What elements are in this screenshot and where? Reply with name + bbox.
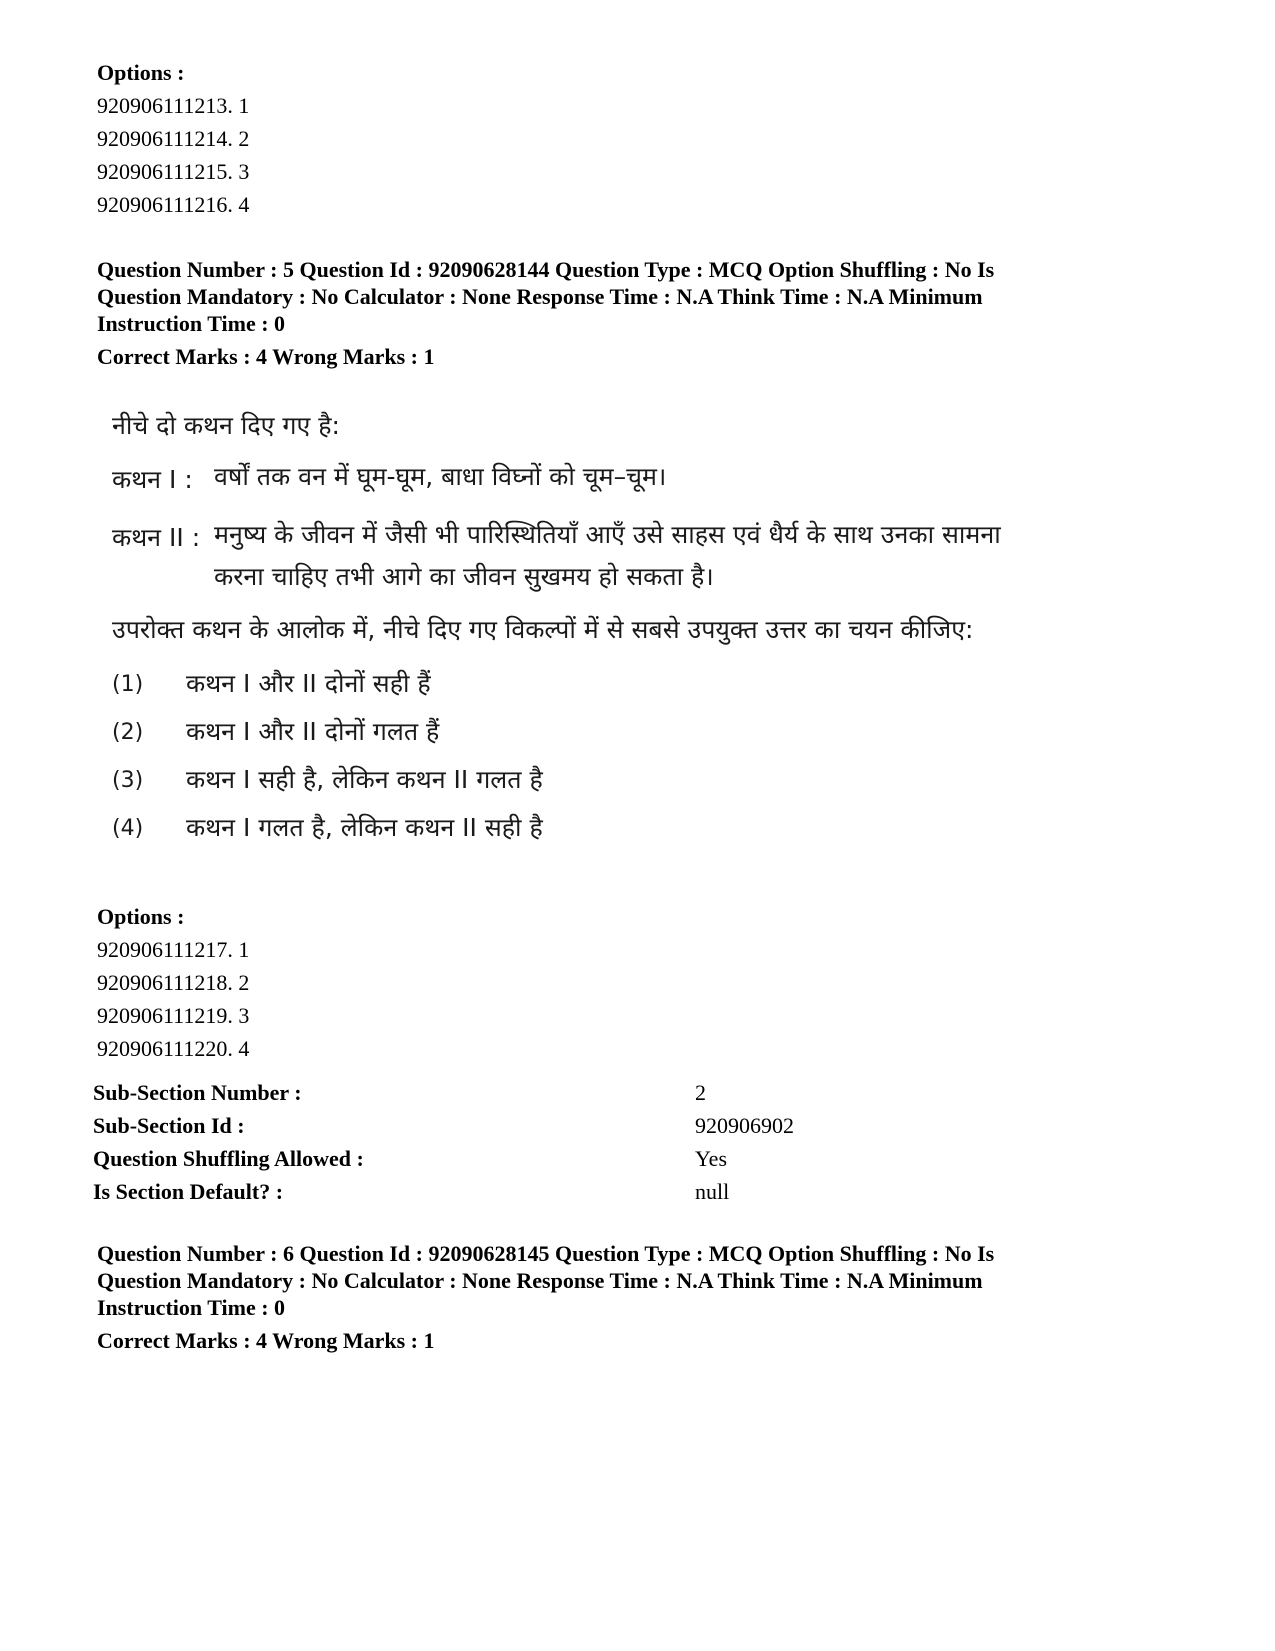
options-heading: Options : <box>97 60 185 85</box>
question-meta-line: Instruction Time : 0 <box>97 311 286 336</box>
subsection-key: Is Section Default? : <box>93 1179 284 1204</box>
question-meta-line: Question Mandatory : No Calculator : None Response Time : N.A Think Time : N.A Minimum <box>97 1268 983 1293</box>
option-item: 920906111216. 4 <box>97 192 250 217</box>
subsection-key: Question Shuffling Allowed : <box>93 1146 364 1171</box>
question-marks: Correct Marks : 4 Wrong Marks : 1 <box>97 1328 435 1353</box>
statement-2-text <box>214 514 1001 598</box>
question-meta-line: Question Number : 6 Question Id : 92090628145 Question Type : MCQ Option Shuffling : No Is <box>97 1241 995 1266</box>
question-marks: Correct Marks : 4 Wrong Marks : 1 <box>97 344 435 369</box>
subsection-value: null <box>695 1179 730 1204</box>
question-5-header <box>97 256 1147 370</box>
option-item: 920906111219. 3 <box>97 1003 250 1028</box>
subsection-value: 920906902 <box>695 1113 794 1138</box>
statement-2-label: कथन II : <box>112 523 201 552</box>
subsection-value: 2 <box>695 1080 706 1105</box>
statement-2-line: करना चाहिए तभी आगे का जीवन सुखमय हो सकता है। <box>214 562 714 591</box>
choice-text: कथन I और II दोनों गलत हैं <box>186 717 440 746</box>
choice-number: (4) <box>112 816 144 841</box>
option-item: 920906111220. 4 <box>97 1036 250 1061</box>
subsection-key: Sub-Section Id : <box>93 1113 245 1138</box>
question-5-options <box>97 900 249 1065</box>
statement-2-line: मनुष्य के जीवन में जैसी भी पारिस्थितियाँ आएँ उसे साहस एवं धैर्य के साथ उनका सामना <box>214 520 1001 549</box>
question-meta-line: Instruction Time : 0 <box>97 1295 286 1320</box>
choice-number: (3) <box>112 768 144 793</box>
question-intro: नीचे दो कथन दिए गए है: <box>112 411 340 440</box>
option-item: 920906111217. 1 <box>97 937 250 962</box>
option-item: 920906111215. 3 <box>97 159 250 184</box>
choice-number: (2) <box>112 720 144 745</box>
question-instruction: उपरोक्त कथन के आलोक में, नीचे दिए गए विकल्पों में से सबसे उपयुक्त उत्तर का चयन कीजिए: <box>112 615 974 644</box>
choice-text: कथन I गलत है, लेकिन कथन II सही है <box>186 813 543 842</box>
statement-1-label: कथन I : <box>112 465 193 494</box>
choice-text: कथन I और II दोनों सही हैं <box>186 669 431 698</box>
option-item: 920906111218. 2 <box>97 970 250 995</box>
option-item: 920906111213. 1 <box>97 93 250 118</box>
subsection-key: Sub-Section Number : <box>93 1080 302 1105</box>
question-meta-line: Question Mandatory : No Calculator : None Response Time : N.A Think Time : N.A Minimum <box>97 284 983 309</box>
previous-question-options <box>97 56 249 221</box>
options-heading: Options : <box>97 904 185 929</box>
choice-number: (1) <box>112 672 144 697</box>
option-item: 920906111214. 2 <box>97 126 250 151</box>
subsection-value: Yes <box>695 1146 728 1171</box>
statement-1-text: वर्षों तक वन में घूम-घूम, बाधा विघ्नों को चूम–चूम। <box>214 462 667 491</box>
choice-text: कथन I सही है, लेकिन कथन II गलत है <box>186 765 543 794</box>
question-6-header <box>97 1240 1147 1354</box>
question-meta-line: Question Number : 5 Question Id : 92090628144 Question Type : MCQ Option Shuffling : No Is <box>97 257 995 282</box>
